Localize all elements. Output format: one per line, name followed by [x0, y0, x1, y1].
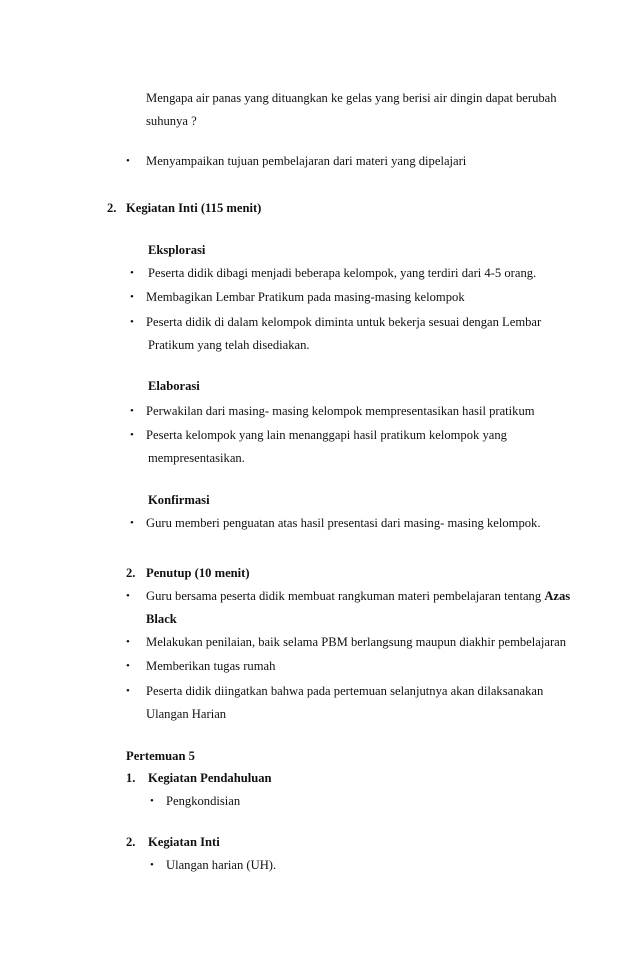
bullet-icon: • — [126, 636, 130, 648]
penutup-item-4: Peserta didik diingatkan bahwa pada pertemuan selanjutnya akan dilaksanakan — [146, 684, 544, 698]
penutup-number: 2. — [126, 566, 136, 580]
bullet-icon: • — [126, 660, 130, 672]
elaborasi-title: Elaborasi — [148, 379, 200, 393]
penutup-item-1 — [146, 588, 570, 604]
intro-line-2: suhunya ? — [146, 114, 197, 128]
bullet-icon: • — [130, 405, 134, 417]
eksplorasi-item-1: Peserta didik dibagi menjadi beberapa kelompok, yang terdiri dari 4-5 orang. — [148, 266, 537, 280]
elaborasi-item-2-cont: mempresentasikan. — [148, 451, 245, 465]
penutup-item-4-cont: Ulangan Harian — [146, 707, 227, 721]
eksplorasi-item-3: Peserta didik di dalam kelompok diminta untuk bekerja sesuai dengan Lembar — [146, 315, 542, 329]
bullet-icon: • — [126, 590, 130, 602]
penutup-heading: Penutup (10 menit) — [146, 566, 250, 580]
bullet-icon: • — [126, 155, 130, 167]
inti-heading: Kegiatan Inti (115 menit) — [126, 201, 262, 215]
pertemuan-section-2-heading: Kegiatan Inti — [148, 835, 220, 849]
pertemuan-section-1-number: 1. — [126, 771, 136, 785]
bullet-icon: • — [130, 291, 134, 303]
eksplorasi-item-2: Membagikan Lembar Pratikum pada masing-masing kelompok — [146, 290, 465, 304]
konfirmasi-title: Konfirmasi — [148, 493, 210, 507]
pertemuan-section-1-item: Pengkondisian — [166, 794, 241, 808]
penutup-item-3: Memberikan tugas rumah — [146, 659, 276, 673]
pertemuan-section-1-heading: Kegiatan Pendahuluan — [148, 771, 272, 785]
bullet-icon: • — [130, 316, 134, 328]
bullet-icon: • — [150, 795, 154, 807]
penutup-item-1-text: Guru bersama peserta didik membuat rangkuman materi pembelajaran tentang — [146, 589, 545, 603]
inti-number: 2. — [107, 201, 117, 215]
pertemuan-section-2-number: 2. — [126, 835, 136, 849]
bullet-icon: • — [150, 859, 154, 871]
bullet-icon: • — [126, 685, 130, 697]
penutup-item-1-bold: Azas — [544, 589, 571, 603]
elaborasi-item-2: Peserta kelompok yang lain menanggapi hasil pratikum kelompok yang — [146, 428, 507, 442]
pertemuan-section-2-item: Ulangan harian (UH). — [166, 858, 277, 872]
konfirmasi-item-1: Guru memberi penguatan atas hasil presentasi dari masing- masing kelompok. — [146, 516, 541, 530]
penutup-item-1-cont: Black — [146, 612, 177, 626]
bullet-icon: • — [130, 267, 134, 279]
eksplorasi-item-3-cont: Pratikum yang telah disediakan. — [148, 338, 310, 352]
penutup-item-2: Melakukan penilaian, baik selama PBM berlangsung maupun diakhir pembelajaran — [146, 635, 567, 649]
bullet-icon: • — [130, 429, 134, 441]
eksplorasi-title: Eksplorasi — [148, 243, 206, 257]
bullet-icon: • — [130, 517, 134, 529]
intro-line-1: Mengapa air panas yang dituangkan ke gelas yang berisi air dingin dapat berubah — [146, 91, 557, 105]
intro-bullet-text: Menyampaikan tujuan pembelajaran dari materi yang dipelajari — [146, 154, 467, 168]
elaborasi-item-1: Perwakilan dari masing- masing kelompok mempresentasikan hasil pratikum — [146, 404, 535, 418]
pertemuan-title: Pertemuan 5 — [126, 749, 195, 763]
